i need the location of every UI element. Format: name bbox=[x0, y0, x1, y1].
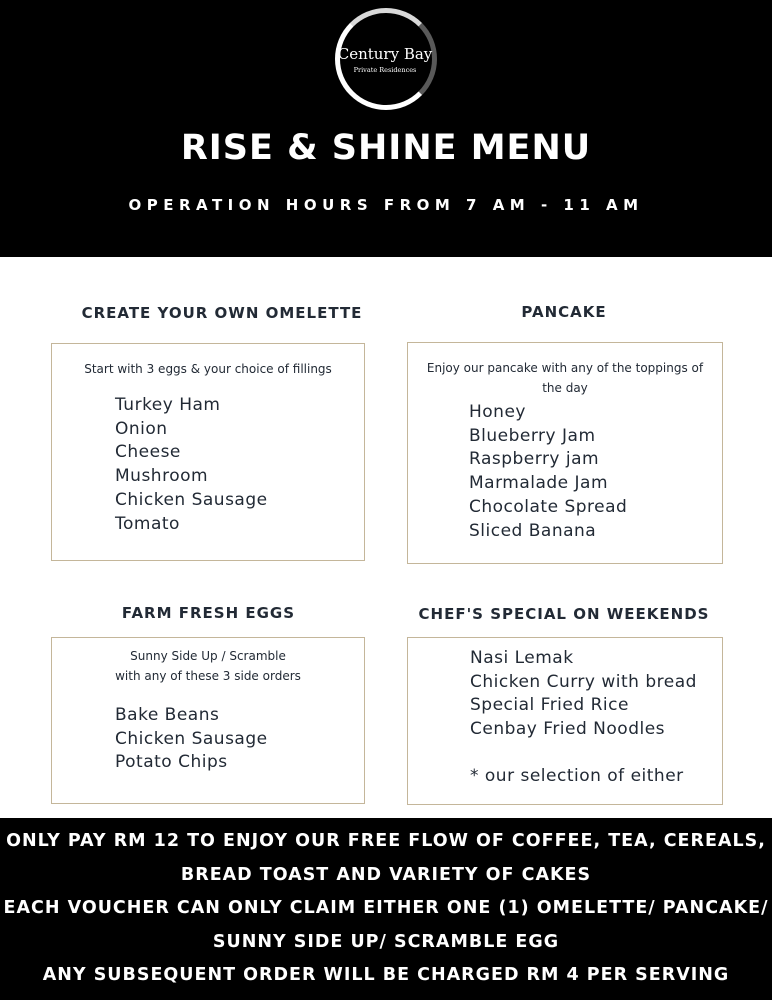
menu-title: RISE & SHINE MENU bbox=[180, 128, 592, 168]
list-item: Turkey Ham bbox=[115, 395, 221, 415]
list-item: Blueberry Jam bbox=[469, 425, 596, 446]
list-item: Marmalade Jam bbox=[469, 473, 609, 494]
omelette-intro: Start with 3 eggs & your choice of fillings bbox=[84, 362, 332, 376]
footer-line-5: ANY SUBSEQUENT ORDER WILL BE CHARGED RM 4 PER SERVING bbox=[42, 965, 730, 985]
footer-line-3: EACH VOUCHER CAN ONLY CLAIM EITHER ONE (1) OMELETTE/ PANCAKE/ bbox=[3, 898, 769, 918]
weekend-specials-list bbox=[408, 647, 722, 742]
farm-fresh-eggs-box bbox=[51, 637, 365, 804]
eggs-intro-line-1: Sunny Side Up / Scramble bbox=[130, 649, 286, 663]
footer-line-2: BREAD TOAST AND VARIETY OF CAKES bbox=[180, 864, 592, 885]
menu-header bbox=[0, 0, 772, 257]
specials-note-list bbox=[408, 765, 722, 789]
chefs-special-box bbox=[407, 637, 723, 805]
operation-hours: OPERATION HOURS FROM 7 AM - 11 AM bbox=[128, 196, 644, 214]
pancake-box bbox=[407, 342, 723, 564]
logo-name: Century Bay bbox=[337, 45, 433, 63]
footer-line-1: ONLY PAY RM 12 TO ENJOY OUR FREE FLOW OF COFFEE, TEA, CEREALS, bbox=[6, 831, 766, 851]
omelette-box bbox=[51, 343, 365, 561]
list-item: Honey bbox=[469, 402, 526, 422]
list-item: Chocolate Spread bbox=[469, 496, 628, 517]
pancake-intro-line-2: the day bbox=[542, 381, 588, 395]
section-title-chefs-special: CHEF'S SPECIAL ON WEEKENDS bbox=[418, 605, 710, 623]
list-item: Tomato bbox=[115, 513, 180, 534]
list-item: Bake Beans bbox=[115, 705, 220, 725]
list-item: Mushroom bbox=[115, 466, 209, 487]
pricing-footer bbox=[0, 818, 772, 1000]
century-bay-logo bbox=[333, 6, 437, 110]
list-item: Chicken Curry with bread bbox=[470, 671, 697, 692]
footer-line-4: SUNNY SIDE UP/ SCRAMBLE EGG bbox=[212, 931, 560, 952]
omelette-fillings-list bbox=[52, 394, 364, 536]
pancake-intro-line-1: Enjoy our pancake with any of the toppings of bbox=[426, 361, 704, 375]
list-item: Cheese bbox=[115, 442, 181, 463]
section-title-pancake: PANCAKE bbox=[521, 303, 607, 321]
side-orders-list bbox=[52, 704, 364, 775]
list-item: Onion bbox=[115, 418, 168, 439]
section-title-farm-fresh-eggs: FARM FRESH EGGS bbox=[121, 604, 296, 622]
list-item: Cenbay Fried Noodles bbox=[470, 719, 666, 740]
selection-note: * our selection of either bbox=[470, 765, 684, 786]
list-item: Chicken Sausage bbox=[115, 489, 268, 510]
list-item: Special Fried Rice bbox=[470, 695, 629, 716]
list-item: Potato Chips bbox=[115, 752, 228, 773]
logo-subtitle: Private Residences bbox=[353, 66, 417, 74]
section-title-omelette: CREATE YOUR OWN OMELETTE bbox=[81, 304, 363, 322]
list-item: Nasi Lemak bbox=[470, 648, 574, 668]
eggs-intro-line-2: with any of these 3 side orders bbox=[115, 669, 301, 683]
list-item: Raspberry jam bbox=[469, 449, 600, 470]
pancake-toppings-list bbox=[408, 401, 722, 543]
list-item: Sliced Banana bbox=[469, 520, 597, 541]
list-item: Chicken Sausage bbox=[115, 728, 268, 749]
